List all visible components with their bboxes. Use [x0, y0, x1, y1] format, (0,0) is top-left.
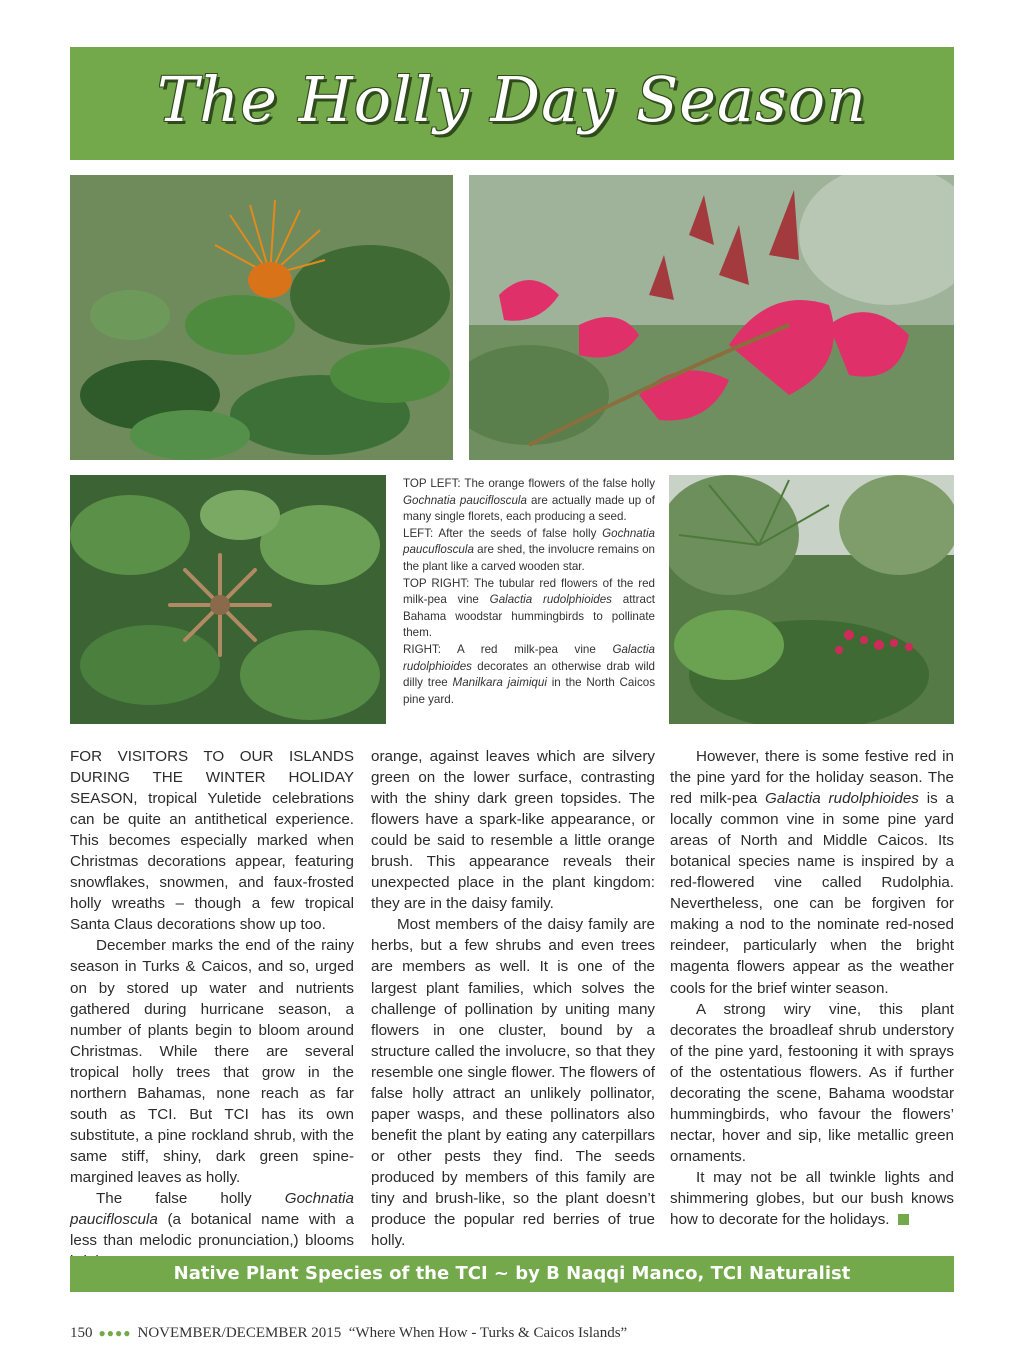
vine-photo: [669, 475, 954, 724]
caption-right: RIGHT: A red milk-pea vine Galactia rudolphioides decorates an otherwise drab wild dilly tree Manilkara jaimiqui in the North Caicos pine yard.: [403, 642, 655, 706]
byline-banner: Native Plant Species of the TCI ~ by B Naqqi Manco, TCI Naturalist: [70, 1256, 954, 1292]
article-column-3: [670, 746, 954, 1230]
caption-left: LEFT: After the seeds of false holly Gochnatia paucufloscula are shed, the involucre remains on the plant like a carved wooden star.: [403, 526, 656, 573]
issue-date: NOVEMBER/DECEMBER 2015: [137, 1325, 342, 1341]
page-footer: [70, 1325, 954, 1342]
separator-dots: ●●●●: [98, 1326, 132, 1340]
page-number: 150: [70, 1325, 93, 1341]
orange-flower-photo: [70, 175, 453, 460]
article-paragraph: A strong wiry vine, this plant decorates the broadleaf shrub understory of the pine yard, festooning it with sprays of the ostentatious flowers. As if further decorating the scene, Bahama woodstar hummingbirds, who favour the flowers’ nectar, hover and sip, like metallic green ornaments.: [670, 1000, 954, 1165]
publication-name: “Where When How - Turks & Caicos Islands”: [348, 1325, 628, 1341]
article-paragraph: Most members of the daisy family are herbs, but a few shrubs and even trees are members as well. It is one of the largest plant families, which solves the challenge of pollination by uniting many flowers in one cluster, bound by a structure called the involucre, so that they resemble one single flower. The flowers of false holly attract an unlikely pollinator, paper wasps, and these pollinators also benefit the plant by eating any caterpillars or other pests they find. The seeds produced by members of this family are tiny and brush-like, so the plant doesn’t produce the popular red berries of true holly.: [371, 916, 655, 1250]
article-column-1: [70, 746, 354, 1272]
article-paragraph: December marks the end of the rainy season in Turks & Caicos, and so, urged on by stored up water and nutrients gathered during hurricane season, a number of plants begin to bloom around Christmas. While there are several tropical holly trees that grow in the northern Bahamas, none reach as far south as TCI. But TCI has its own substitute, a pine rockland shrub, with the same stiff, shiny, dark green spine-margined leaves as holly.: [70, 937, 354, 1186]
article-paragraph: The false holly Gochnatia paucifloscula (a botanical name with a less than melodic pronunciation,) blooms: [70, 1189, 354, 1250]
caption-top-right: TOP RIGHT: The tubular red flowers of the red milk-pea vine Galactia rudolphioides attract Bahama woodstar hummingbirds to pollinate them.: [403, 576, 656, 640]
article-paragraph: However, there is some festive red in the pine yard for the holiday season. The red milk-pea Galactia rudolphioides is a locally common vine in some pine yard areas of North and Middle Caicos. Its botanical species name is inspired by a red-flowered vine called Rudolphia. Nevertheless, one can be forgiven for making a nod to the nominate red-nosed reindeer, particularly when the bright magenta flowers appear as the weather cools for the brief winter season.: [670, 748, 954, 997]
end-mark-icon: [898, 1214, 909, 1225]
article-paragraph: It may not be all twinkle lights and shimmering globes, but our bush knows how to decorate for the holidays.: [670, 1168, 954, 1229]
seed-star-photo: [70, 475, 386, 724]
article-column-2: [371, 746, 655, 1251]
photo-caption: [403, 476, 655, 708]
red-flower-photo: [469, 175, 954, 460]
article-paragraph: FOR VISITORS TO OUR ISLANDS DURING THE WINTER HOLIDAY SEASON, tropical Yuletide celebrations can be quite an antithetical experience. This becomes especially marked when Christmas decorations appear, featuring snowflakes, snowmen, and faux-frosted holly wreaths – though a few tropical Santa Claus decorations show up too.: [70, 748, 354, 934]
caption-top-left: TOP LEFT: The orange flowers of the false holly Gochnatia paucifloscula are actually made up of many single florets, each producing a seed.: [403, 477, 656, 524]
page-title: The Holly Day Season: [156, 63, 868, 136]
article-paragraph: orange, against leaves which are silvery green on the lower surface, contrasting with the shiny dark green topsides. The flowers have a spark-like appearance, or could be said to resemble a little orange brush. This appearance reveals their unexpected place in the plant kingdom: they are in the daisy family.: [371, 748, 655, 913]
